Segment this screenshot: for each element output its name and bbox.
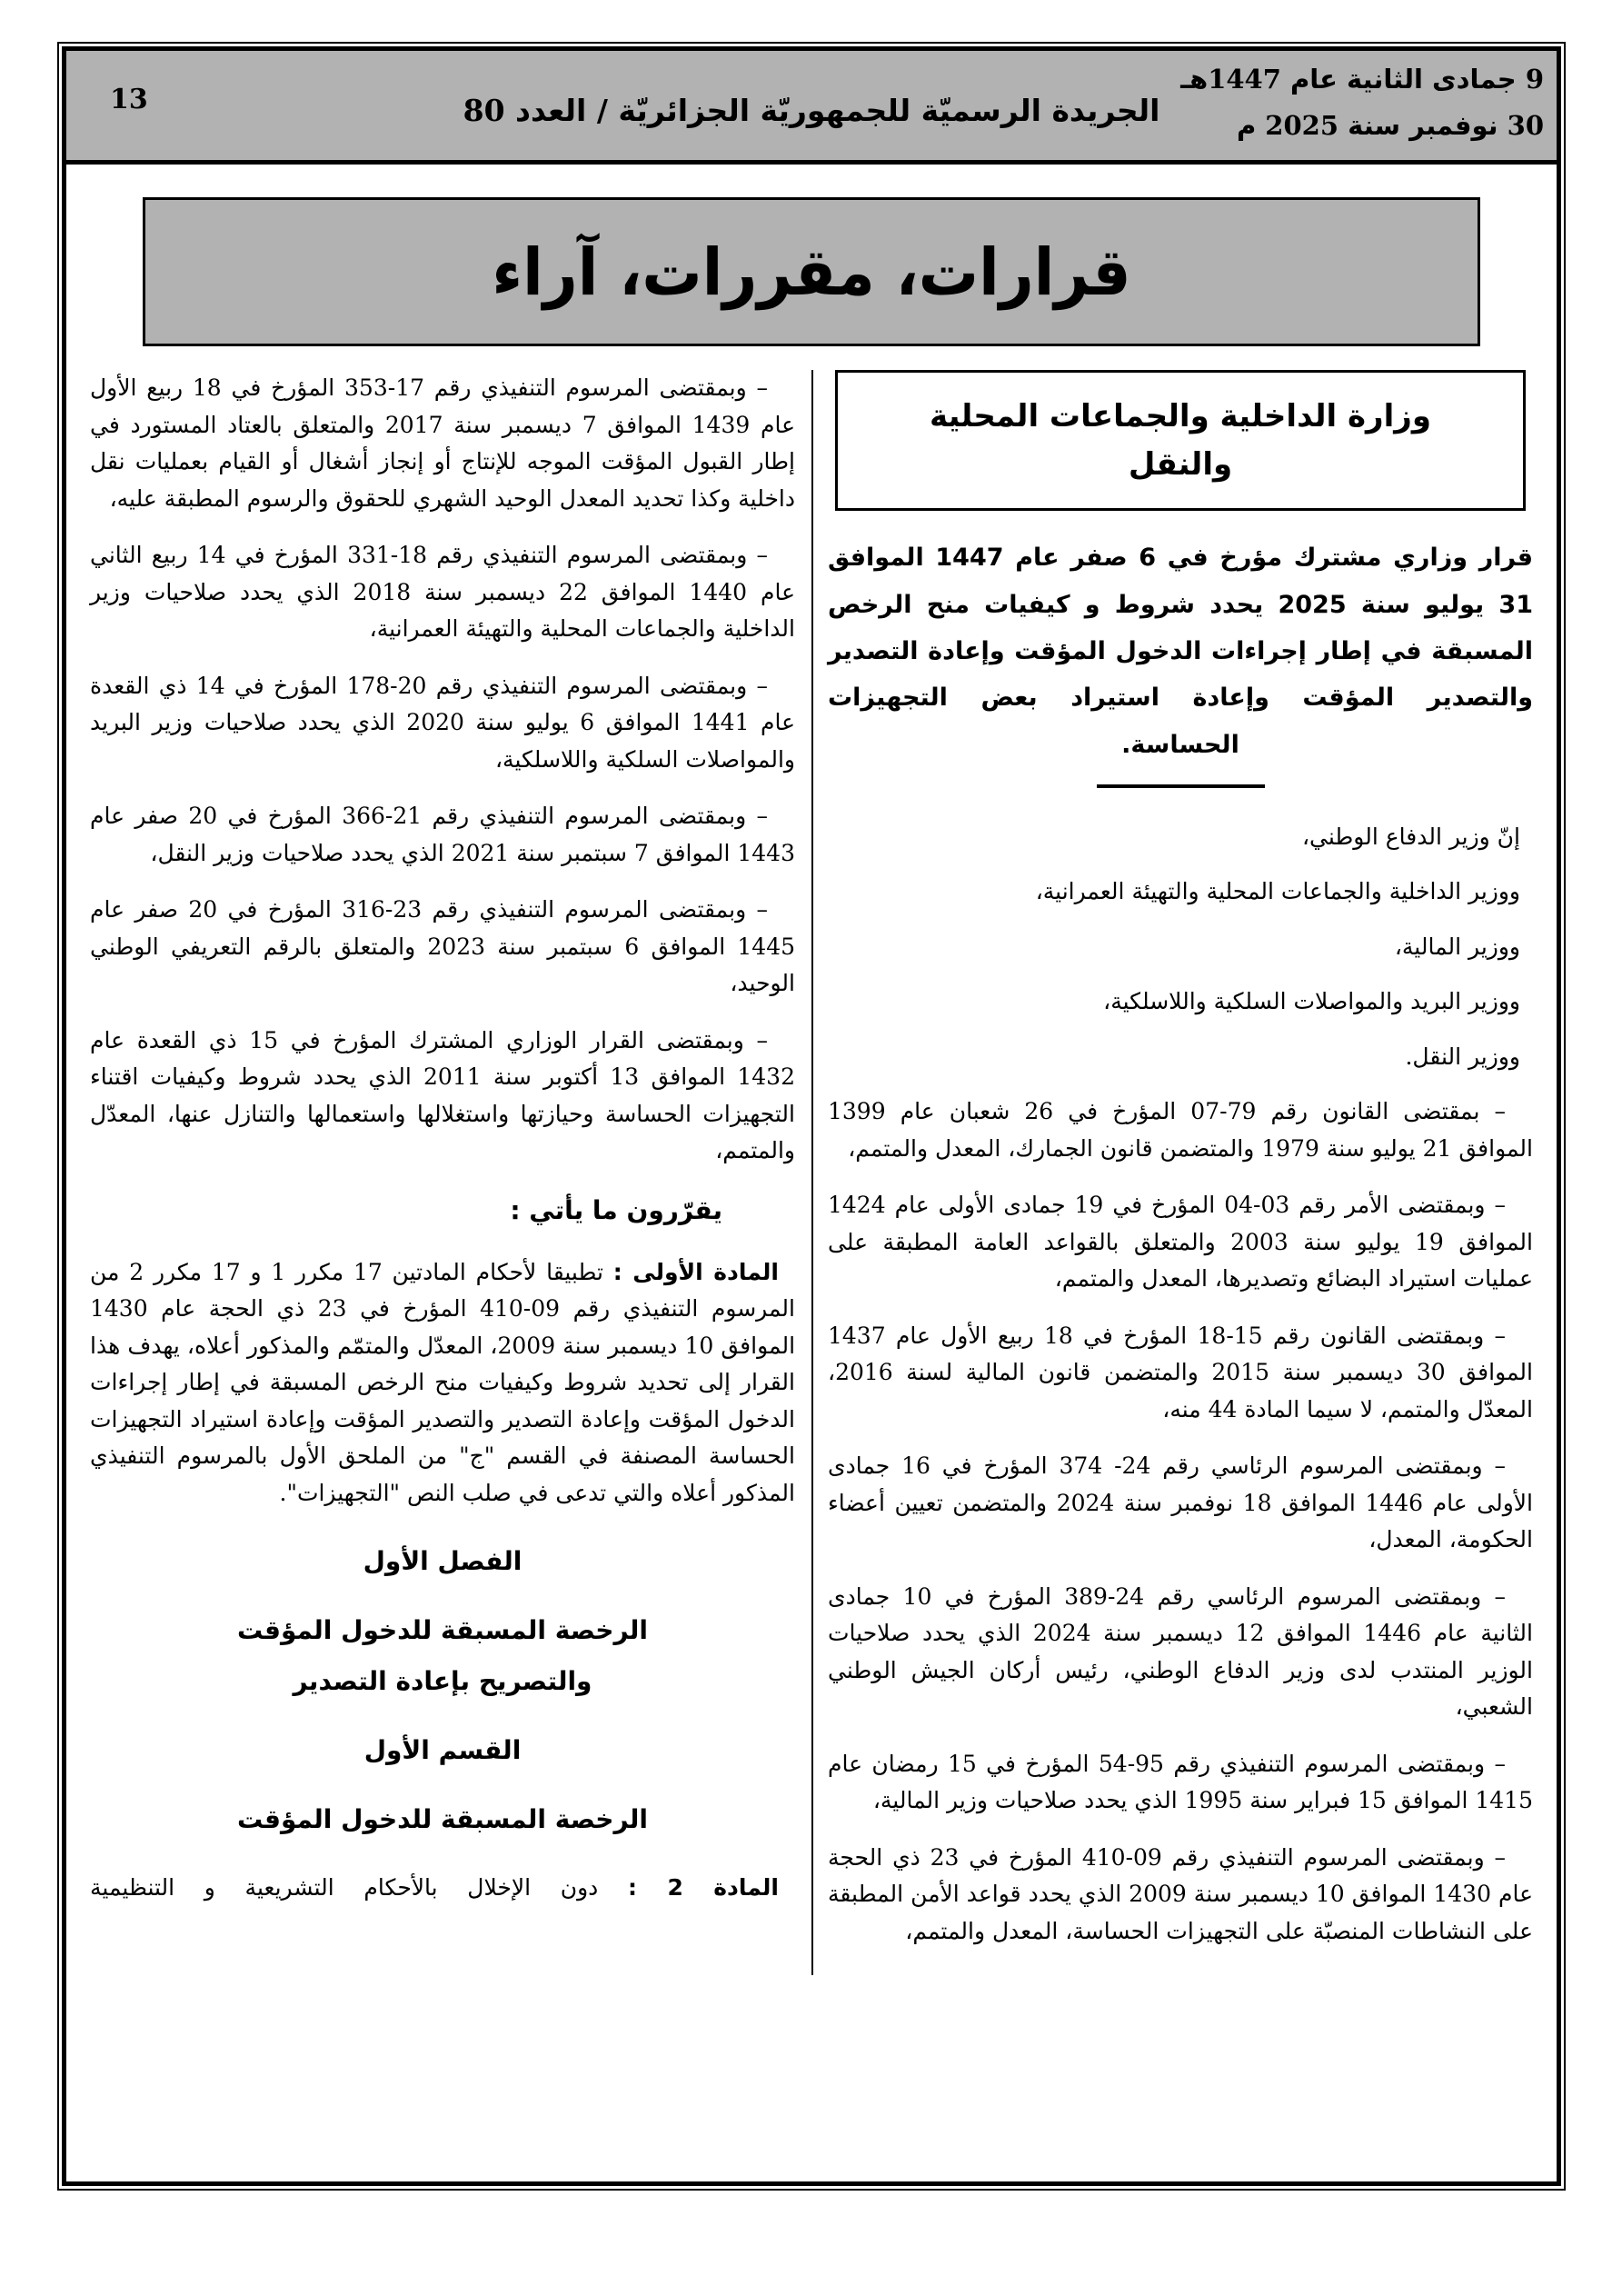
section-banner: [143, 197, 1480, 346]
title-separator-rule: [1097, 784, 1265, 788]
date-hijri: 9 جمادى الثانية عام 1447هـ: [1180, 64, 1544, 95]
visa-paragraph: – وبمقتضى المرسوم الرئاسي رقم 24- 374 المؤرخ في 16 جمادى الأولى عام 1446 الموافق 18 نوفمبر سنة 2024 والمتضمن تعيين أعضاء الحكومة، المعدل،: [828, 1452, 1533, 1553]
visa-paragraph: – وبمقتضى القرار الوزاري المشترك المؤرخ في 15 ذي القعدة عام 1432 الموافق 13 أكتوبر سنة 2011 الذي يحدد شروط وكيفيات اقتناء التجهيزات الحساسة وحيازتها واستغلالها واستعمالها والتنازل عنها، المعدّل والمتمم،: [90, 1026, 795, 1163]
decide-line: يقرّرون ما يأتي :: [510, 1194, 722, 1225]
page-number: 13: [110, 84, 148, 115]
article-2: [90, 1870, 795, 1907]
issue-dates: [1180, 56, 1544, 149]
preamble-line: ووزير الداخلية والجماعات المحلية والتهيئة العمرانية،: [1035, 878, 1520, 905]
preamble-line: ووزير النقل.: [1405, 1043, 1520, 1070]
article-2-label: المادة 2 :: [627, 1874, 779, 1902]
page-frame: [57, 42, 1566, 2191]
visa-paragraph: – وبمقتضى المرسوم التنفيذي رقم 17-353 المؤرخ في 18 ربيع الأول عام 1439 الموافق 7 ديسمبر سنة 2017 والمتعلق بالعتاد المستورد في إطار القبول المؤقت الموجه للإنتاج أو إنجاز أشغال أو القيام بعمليات نقل داخلية وكذا تحديد المعدل الوحيد الشهري للحقوق والرسوم المطبقة عليه،: [90, 374, 795, 512]
visa-paragraph: – وبمقتضى المرسوم التنفيذي رقم 18-331 المؤرخ في 14 ربيع الثاني عام 1440 الموافق 22 ديسمبر سنة 2018 الذي يحدد صلاحيات وزير الداخلية والجماعات المحلية والتهيئة العمرانية،: [90, 542, 795, 642]
ministry-heading: وزارة الداخلية والجماعات المحلية والنقل: [930, 398, 1431, 483]
date-gregorian: 30 نوفمبر سنة 2025 م: [1236, 109, 1544, 141]
visa-paragraph: – وبمقتضى المرسوم التنفيذي رقم 09-410 المؤرخ في 23 ذي الحجة عام 1430 الموافق 10 ديسمبر سنة 2009 الذي يحدد قواعد الأمن المطبقة على النشاطات المنصبّة على التجهيزات الحساسة، المعدل والمتمم،: [828, 1843, 1534, 1944]
visa-paragraph: – وبمقتضى المرسوم التنفيذي رقم 20-178 المؤرخ في 14 ذي القعدة عام 1441 الموافق 6 يوليو سنة 2020 الذي يحدد صلاحيات وزير البريد والمواصلات السلكية واللاسلكية،: [90, 672, 796, 773]
preamble-line: ووزير المالية،: [1394, 933, 1520, 960]
section-heading-line: الرخصة المسبقة للدخول المؤقت: [236, 1615, 649, 1646]
visa-paragraph: – بمقتضى القانون رقم 79-07 المؤرخ في 26 شعبان عام 1399 الموافق 21 يوليو سنة 1979 والمتضمن قانون الجمارك، المعدل والمتمم،: [828, 1098, 1533, 1162]
journal-title: الجريدة الرسميّة للجمهوريّة الجزائريّة / العدد 80: [463, 93, 1160, 128]
visa-paragraph: – وبمقتضى المرسوم التنفيذي رقم 21-366 المؤرخ في 20 صفر عام 1443 الموافق 7 سبتمبر سنة 2021 الذي يحدد صلاحيات وزير النقل،: [90, 803, 795, 866]
column-divider: [811, 370, 813, 1975]
visa-paragraph: – وبمقتضى المرسوم التنفيذي رقم 23-316 المؤرخ في 20 صفر عام 1445 الموافق 6 سبتمبر سنة 2023 والمتعلق بالرقم التعريفي الوطني الوحيد،: [90, 896, 796, 996]
section-heading-line: والتصريح بإعادة التصدير: [293, 1666, 592, 1697]
right-column: [828, 370, 1533, 1970]
preamble-line: ووزير البريد والمواصلات السلكية واللاسلكية،: [1103, 988, 1520, 1015]
visa-paragraph: – وبمقتضى المرسوم الرئاسي رقم 24-389 المؤرخ في 10 جمادى الثانية عام 1446 الموافق 12 ديسمبر سنة 2024 الذي يحدد صلاحيات الوزير المنتدب لدى وزير الدفاع الوطني، رئيس أركان الجيش الوطني الشعبي،: [828, 1582, 1533, 1721]
visa-paragraph: – وبمقتضى المرسوم التنفيذي رقم 95-54 المؤرخ في 15 رمضان عام 1415 الموافق 15 فبراير سنة 1995 الذي يحدد صلاحيات وزير المالية،: [828, 1750, 1533, 1814]
visa-paragraph: – وبمقتضى الأمر رقم 03-04 المؤرخ في 19 جمادى الأولى عام 1424 الموافق 19 يوليو سنة 2003 والمتعلق بالقواعد العامة المطبقة على عمليات استيراد البضائع وتصديرها، المعدل والمتمم،: [828, 1192, 1533, 1293]
visa-paragraph: – وبمقتضى القانون رقم 15-18 المؤرخ في 18 ربيع الأول عام 1437 الموافق 30 ديسمبر سنة 2015 والمتضمن قانون المالية لسنة 2016، المعدّل والمتمم، لا سيما المادة 44 منه،: [828, 1322, 1533, 1423]
article-1-text: تطبيقا لأحكام المادتين 17 مكرر 1 و 17 مكرر 2 من المرسوم التنفيذي رقم 09-410 المؤرخ في 23 ذي الحجة عام 1430 الموافق 10 ديسمبر سنة 2009، المعدّل والمتمّم والمذكور أعلاه، يهدف هذا القرار إلى تحديد شروط وكيفيات منح الرخص المسبقة في إطار إجراءات الدخول المؤقت وإعادة التصدير والتصدير المؤقت وإعادة استيراد التجهيزات الحساسة المصنفة في القسم "ج" من الملحق الأول بالمرسوم التنفيذي المذكور أعلاه والتي تدعى في صلب النص "التجهيزات".: [90, 1258, 796, 1506]
subsection-title: الرخصة المسبقة للدخول المؤقت: [236, 1804, 649, 1835]
section-banner-title: قرارات، مقررات، آراء: [492, 234, 1131, 310]
page-frame-inner: [62, 46, 1561, 2186]
article-2-text: دون الإخلال بالأحكام التشريعية و التنظيمية: [90, 1874, 628, 1902]
article-1: [90, 1254, 795, 1512]
subsection-heading: القسم الأول: [363, 1735, 522, 1766]
preamble-line: إنّ وزير الدفاع الوطني،: [1301, 823, 1520, 850]
chapter-heading: الفصل الأول: [363, 1546, 522, 1577]
decree-title: قرار وزاري مشترك مؤرخ في 6 صفر عام 1447 الموافق 31 يوليو سنة 2025 يحدد شروط و كيفيات منح الرخص المسبقة في إطار إجراءات الدخول المؤقت وإعادة التصدير والتصدير المؤقت وإعادة استيراد بعض التجهيزات الحساسة.: [828, 544, 1534, 759]
page-header: [66, 51, 1557, 165]
text-columns: [90, 370, 1533, 1970]
page-content: [66, 165, 1557, 2181]
article-1-label: المادة الأولى :: [612, 1258, 779, 1285]
left-column: [90, 370, 795, 1907]
ministry-heading-box: [835, 370, 1526, 511]
